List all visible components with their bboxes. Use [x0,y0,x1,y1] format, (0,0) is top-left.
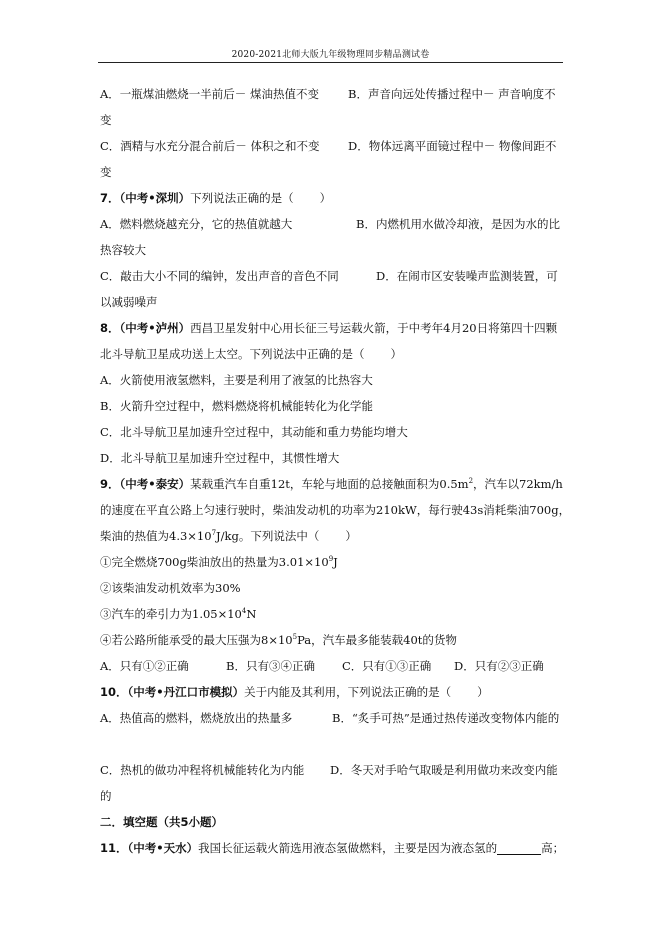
q9-statement-1-text: ①完全燃烧700g柴油放出的热量为3.01×10 [100,555,329,569]
q9-option-b: B．只有③④正确 [226,659,315,673]
q7-option-d: D．在闹市区安装噪声监测装置，可 [376,269,558,283]
q9-statement-1 [100,555,338,569]
q7-option-b-continued: 热容较大 [100,243,146,257]
q10-source: （中考•丹江口市模拟） [127,685,245,699]
q8-source: （中考•泸州） [119,321,191,335]
q6-option-row-2 [100,139,557,153]
q10-text: 关于内能及其利用，下列说法正确的是（ [244,685,452,699]
q9-number: 9． [100,477,120,491]
q9-statement-3-unit: N [246,607,257,621]
q11-number: 11． [100,841,128,855]
q8-option-a: A．火箭使用液氢燃料，主要是利用了液氢的比热容大 [100,373,373,387]
q9-statement-4-unit: Pa，汽车最多能装载40t的货物 [297,633,457,647]
q10-option-d: D．冬天对手哈气取暖是利用做功来改变内能 [330,763,558,777]
q9-option-a: A．只有①②正确 [100,659,189,673]
q10-close: ） [477,685,489,699]
q10-option-row-2 [100,763,558,777]
q7-close: ） [319,191,332,205]
q6-option-row-1 [100,87,556,101]
q9-statement-3 [100,607,256,621]
q6-option-d-continued: 变 [100,165,112,179]
q9-options-row [100,659,544,673]
q10-option-d-continued: 的 [100,789,112,803]
q9-heat-exponent: 7 [211,529,217,538]
q11-stem [100,841,564,855]
header-divider [98,62,563,63]
q7-source: （中考•深圳） [119,191,191,205]
q8-option-b: B．火箭升空过程中，燃料燃烧将机械能转化为化学能 [100,399,373,413]
q9-statement-4-exponent: 5 [292,633,298,642]
q8-close: ） [390,347,402,361]
q9-statement-1-exponent: 9 [328,555,334,564]
q8-option-d: D．北斗导航卫星加速升空过程中，其惯性增大 [100,451,340,465]
q9-stem-line-3 [100,529,357,543]
q9-statement-3-exponent: 4 [241,607,247,616]
q9-area-exponent: 2 [468,477,474,486]
q9-statement-3-text: ③汽车的牵引力为1.05×10 [100,607,242,621]
q9-option-c: C．只有①③正确 [342,659,432,673]
q9-statement-4-text: ④若公路所能承受的最大压强为8×10 [100,633,293,647]
q8-text: 西昌卫星发射中心用长征三号运载火箭，于中考年4月20日将第四十四颗 [190,321,558,335]
q6-option-b: B．声音向远处传播过程中－ 声音响度不 [348,87,556,101]
q9-statement-4 [100,633,457,647]
q7-option-d-continued: 以减弱噪声 [100,295,158,309]
q8-option-c: C．北斗导航卫星加速升空过程中，其动能和重力势能均增大 [100,425,408,439]
q6-option-a: A．一瓶煤油燃烧一半前后－ 煤油热值不变 [100,87,319,101]
q6-option-c: C．酒精与水充分混合前后－ 体积之和不变 [100,139,320,153]
page-header: 2020-2021北师大版九年级物理同步精品测试卷 [231,50,430,60]
q9-text-heat-value: 柴油的热值为4.3×10 [100,529,212,543]
q11-text: 我国长征运载火箭选用液态氢做燃料，主要是因为液态氢的 [198,841,498,855]
q10-option-b: B．“炙手可热”是通过热传递改变物体内能的 [332,711,560,725]
q7-number: 7． [100,191,120,205]
q7-stem [100,191,331,205]
q10-option-row-1 [100,711,560,725]
q10-stem [100,685,489,699]
q11-source: （中考•天水） [127,841,199,855]
q9-statement-2: ②该柴油发动机效率为30% [100,581,241,595]
q10-option-a: A．热值高的燃料，燃烧放出的热量多 [100,711,293,725]
q7-option-b: B．内燃机用水做冷却液，是因为水的比 [356,217,560,231]
q9-close: ） [345,529,357,543]
q8-stem [100,321,557,335]
q9-text-speed: ，汽车以72km/h [473,477,563,491]
q8-number: 8． [100,321,120,335]
q9-text: 某载重汽车自重12t，车轮与地面的总接触面积为0.5m [190,477,469,491]
q7-option-row-2 [100,269,558,283]
q7-text: 下列说法正确的是（ [190,191,294,205]
q9-statement-1-unit: J [333,555,338,569]
q9-text-tail: J/kg。下列说法中（ [216,529,320,543]
q6-option-b-continued: 变 [100,113,112,127]
q7-option-row-1 [100,217,560,231]
q8-text-2: 北斗导航卫星成功送上太空。下列说法中正确的是（ [100,347,365,361]
q8-stem-line-2 [100,347,402,361]
q9-stem-line-2: 的速度在平直公路上匀速行驶时，柴油发动机的功率为210kW，每行驶43s消耗柴油700g， [100,503,571,517]
q11-tail: 高； [541,841,565,855]
q7-option-a: A．燃料燃烧越充分，它的热值就越大 [100,217,293,231]
q6-option-d: D．物体远离平面镜过程中－ 物像间距不 [348,139,557,153]
q10-number: 10． [100,685,128,699]
q10-option-c: C．热机的做功冲程将机械能转化为内能 [100,763,305,777]
q11-answer-blank[interactable] [497,843,541,855]
q7-option-c: C．敲击大小不同的编钟，发出声音的音色不同 [100,269,339,283]
q9-stem [100,477,563,491]
section-heading-fill-in: 二．填空题（共5小题） [100,815,224,829]
q9-option-d: D．只有②③正确 [454,659,544,673]
q9-source: （中考•泰安） [119,477,191,491]
